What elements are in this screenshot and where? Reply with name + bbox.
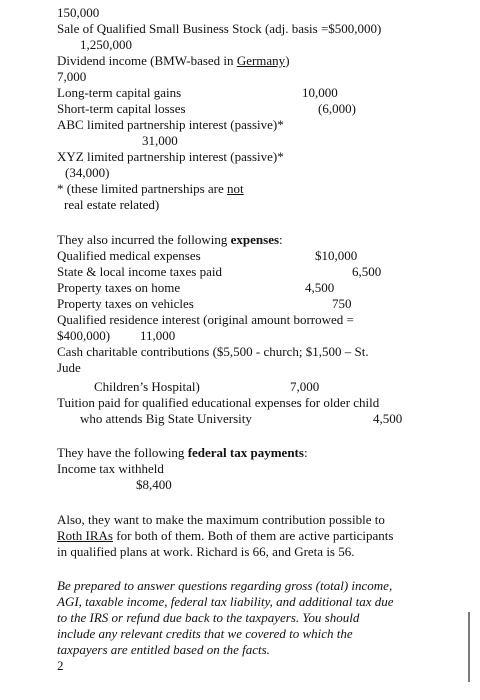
state-local-tax-amount: 6,500 bbox=[352, 264, 382, 279]
roth-paragraph-line3: in qualified plans at work. Richard is 66, and Greta is 56. bbox=[57, 544, 355, 559]
roth-paragraph-line2: Roth IRAs for both of them. Both of them are active participants bbox=[57, 528, 394, 543]
qsbs-sale-amount: 1,250,000 bbox=[80, 37, 132, 52]
property-tax-vehicle-label: Property taxes on vehicles bbox=[57, 296, 194, 311]
xyz-partnership-label: XYZ limited partnership interest (passive)* bbox=[57, 149, 284, 164]
withholding-label: Income tax withheld bbox=[57, 461, 164, 476]
property-tax-home-amount: 4,500 bbox=[305, 280, 335, 295]
instructions-line1: Be prepared to answer questions regarding gross (total) income, bbox=[57, 578, 393, 593]
expenses-intro: They also incurred the following expenses: bbox=[57, 232, 283, 247]
withholding-amount: $8,400 bbox=[136, 477, 172, 492]
scrollbar-thumb[interactable] bbox=[468, 612, 470, 682]
income-amount-line: 150,000 bbox=[57, 5, 100, 20]
stcl-label: Short-term capital losses bbox=[57, 101, 186, 116]
abc-partnership-amount: 31,000 bbox=[142, 133, 178, 148]
state-local-tax-label: State & local income taxes paid bbox=[57, 264, 222, 279]
residence-interest-label: Qualified residence interest (original amount borrowed = bbox=[57, 312, 354, 327]
partnership-footnote-cont: real estate related) bbox=[64, 197, 160, 212]
xyz-partnership-amount: (34,000) bbox=[65, 165, 110, 180]
ltcg-label: Long-term capital gains bbox=[57, 85, 182, 100]
property-tax-home-label: Property taxes on home bbox=[57, 280, 181, 295]
residence-interest-principal: $400,000) bbox=[57, 328, 111, 343]
medical-expenses-amount: $10,000 bbox=[315, 248, 358, 263]
tuition-label-cont: who attends Big State University bbox=[80, 411, 252, 426]
tuition-label: Tuition paid for qualified educational expenses for older child bbox=[57, 395, 380, 410]
ltcg-amount: 10,000 bbox=[302, 85, 338, 100]
abc-partnership-label: ABC limited partnership interest (passive)* bbox=[57, 117, 284, 132]
charity-label: Cash charitable contributions ($5,500 - church; $1,500 – St. bbox=[57, 344, 369, 359]
residence-interest-amount: 11,000 bbox=[140, 328, 176, 343]
tuition-amount: 4,500 bbox=[373, 411, 403, 426]
dividend-income-amount: 7,000 bbox=[57, 69, 87, 84]
instructions-line5: taxpayers are entitled based on the facts. bbox=[57, 642, 270, 657]
payments-intro: They have the following federal tax payments: bbox=[57, 445, 308, 460]
instructions-line4: include any relevant credits that we covered to which the bbox=[57, 626, 353, 641]
stcl-amount: (6,000) bbox=[318, 101, 356, 116]
instructions-line2: AGI, taxable income, federal tax liability, and additional tax due bbox=[57, 594, 394, 609]
page-number: 2 bbox=[57, 658, 64, 673]
roth-iras-term: Roth IRAs bbox=[57, 528, 113, 543]
roth-paragraph-line1: Also, they want to make the maximum contribution possible to bbox=[57, 512, 385, 527]
dividend-income-label: Dividend income (BMW-based in Germany) bbox=[57, 53, 290, 68]
charity-label-hospital: Children’s Hospital) bbox=[94, 379, 200, 394]
property-tax-vehicle-amount: 750 bbox=[332, 296, 352, 311]
instructions-line3: to the IRS or refund due back to the taxpayers. You should bbox=[57, 610, 360, 625]
medical-expenses-label: Qualified medical expenses bbox=[57, 248, 201, 263]
charity-label-cont: Jude bbox=[57, 360, 81, 375]
germany-link-text: Germany bbox=[236, 53, 286, 68]
partnership-footnote: * (these limited partnerships are not bbox=[57, 181, 244, 196]
qsbs-sale-label: Sale of Qualified Small Business Stock (adj. basis =$500,000) bbox=[57, 21, 382, 36]
charity-amount: 7,000 bbox=[290, 379, 320, 394]
